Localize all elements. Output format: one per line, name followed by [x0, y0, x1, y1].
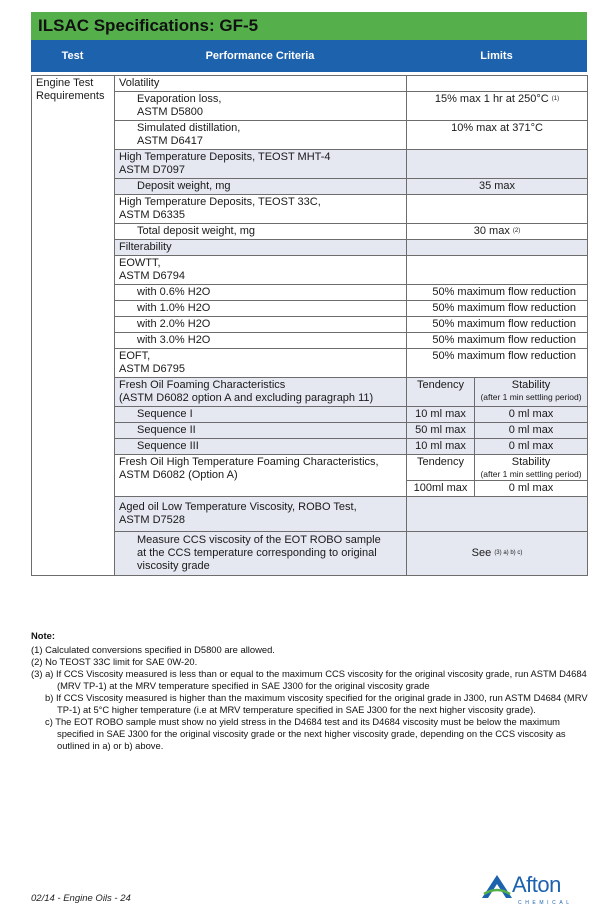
- flow-limit: 50% maximum flow reduction: [407, 333, 588, 349]
- test-group-cell: [32, 76, 115, 576]
- seq3-label: Sequence III: [115, 439, 407, 455]
- logo-sub: CHEMICAL: [518, 900, 573, 906]
- flow-limit: 50% maximum flow reduction: [407, 301, 588, 317]
- tendency-header: Tendency: [407, 378, 475, 407]
- total-deposit-limit: 30 max $^{(2)}$: [407, 224, 588, 240]
- notes-section: [31, 630, 591, 752]
- eowtt-label: EOWTT, ASTM D6794: [115, 256, 407, 285]
- page-footer: 02/14 - Engine Oils - 24: [31, 893, 131, 904]
- header-test: Test: [61, 50, 84, 62]
- teost-mht-label: High Temperature Deposits, TEOST MHT-4 ASTM D7097: [115, 150, 407, 179]
- logo-mark-icon: [480, 872, 514, 900]
- evap-limit: 15% max 1 hr at 250°C $^{(1)}$: [407, 92, 588, 121]
- seq2-label: Sequence II: [115, 423, 407, 439]
- h2o-06-label: with 0.6% H2O: [115, 285, 407, 301]
- seq1-tendency: 10 ml max: [407, 407, 475, 423]
- htfoam-stability: 0 ml max: [475, 481, 588, 497]
- footnote-ref: (1): [551, 96, 560, 102]
- foam-label: Fresh Oil Foaming Characteristics (ASTM D6082 option A and excluding paragraph 11): [115, 378, 407, 407]
- h2o-10-label: with 1.0% H2O: [115, 301, 407, 317]
- seq3-tendency: 10 ml max: [407, 439, 475, 455]
- afton-logo: [480, 870, 588, 910]
- ht-stability-header: Stability (after 1 min settling period): [475, 455, 588, 481]
- flow-limit: 50% maximum flow reduction: [407, 349, 588, 378]
- total-deposit-label: Total deposit weight, mg: [115, 224, 407, 240]
- note-1: (1) Calculated conversions specified in D5800 are allowed.: [31, 644, 275, 655]
- header-criteria: Performance Criteria: [205, 50, 315, 62]
- deposit-weight-label: Deposit weight, mg: [115, 179, 407, 195]
- test-group-label: Engine Test Requirements: [36, 77, 105, 102]
- eoft-label: EOFT, ASTM D6795: [115, 349, 407, 378]
- filterability-label: Filterability: [115, 240, 407, 256]
- seq1-stability: 0 ml max: [475, 407, 588, 423]
- footnote-ref: (3) a) b) c): [494, 550, 523, 556]
- evap-label: Evaporation loss, ASTM D5800: [115, 92, 407, 121]
- ht-tendency-header: Tendency: [407, 455, 475, 481]
- robo-measure-label: Measure CCS viscosity of the EOT ROBO sample at the CCS temperature corresponding to original viscosity grade: [115, 532, 407, 576]
- flow-limit: 50% maximum flow reduction: [407, 317, 588, 333]
- seq2-stability: 0 ml max: [475, 423, 588, 439]
- teost-33c-label: High Temperature Deposits, TEOST 33C, ASTM D6335: [115, 195, 407, 224]
- seq2-tendency: 50 ml max: [407, 423, 475, 439]
- h2o-20-label: with 2.0% H2O: [115, 317, 407, 333]
- notes-heading: Note:: [31, 630, 55, 641]
- note-3b: b) If CCS Viscosity measured is higher than the maximum viscosity specified for the original grade in J300, run ASTM D4684 (MRV TP-1) at 5°C higher temperature (i.e at MRV temperature specified in SAE J300 for the next higher viscosity grade).: [45, 692, 588, 715]
- robo-label: Aged oil Low Temperature Viscosity, ROBO Test, ASTM D7528: [115, 497, 407, 532]
- spec-table: [31, 75, 588, 576]
- note-3c: c) The EOT ROBO sample must show no yield stress in the D4684 test and its D4684 viscosity must be below the maximum specified in SAE J300 for the original viscosity grade or the next higher viscosity grade, depending on the CCS viscosity as outlined in a) or b) above.: [45, 716, 566, 751]
- table-header: [31, 40, 587, 72]
- stability-header: Stability (after 1 min settling period): [475, 378, 588, 407]
- h2o-30-label: with 3.0% H2O: [115, 333, 407, 349]
- header-limits: Limits: [480, 50, 513, 62]
- volatility-row: Volatility: [115, 76, 407, 92]
- note-3a: (3) a) If CCS Viscosity measured is less than or equal to the maximum CCS viscosity for the original viscosity grade, run ASTM D4684 (MRV TP-1) at the MRV temperature specified in SAE J300 for the original viscosity grade: [31, 668, 587, 691]
- robo-limit: See $^{(3) a) b) c)}$: [407, 532, 588, 576]
- simdist-limit: 10% max at 371°C: [407, 121, 588, 150]
- htfoam-tendency: 100ml max: [407, 481, 475, 497]
- flow-limit: 50% maximum flow reduction: [407, 285, 588, 301]
- simdist-label: Simulated distillation, ASTM D6417: [115, 121, 407, 150]
- note-2: (2) No TEOST 33C limit for SAE 0W-20.: [31, 656, 198, 667]
- logo-word: Afton: [512, 872, 561, 897]
- page-title: ILSAC Specifications: GF-5: [31, 12, 587, 40]
- footnote-ref: (2): [512, 228, 521, 234]
- seq3-stability: 0 ml max: [475, 439, 588, 455]
- seq1-label: Sequence I: [115, 407, 407, 423]
- htfoam-label: Fresh Oil High Temperature Foaming Characteristics, ASTM D6082 (Option A): [115, 455, 407, 497]
- deposit-weight-limit: 35 max: [407, 179, 588, 195]
